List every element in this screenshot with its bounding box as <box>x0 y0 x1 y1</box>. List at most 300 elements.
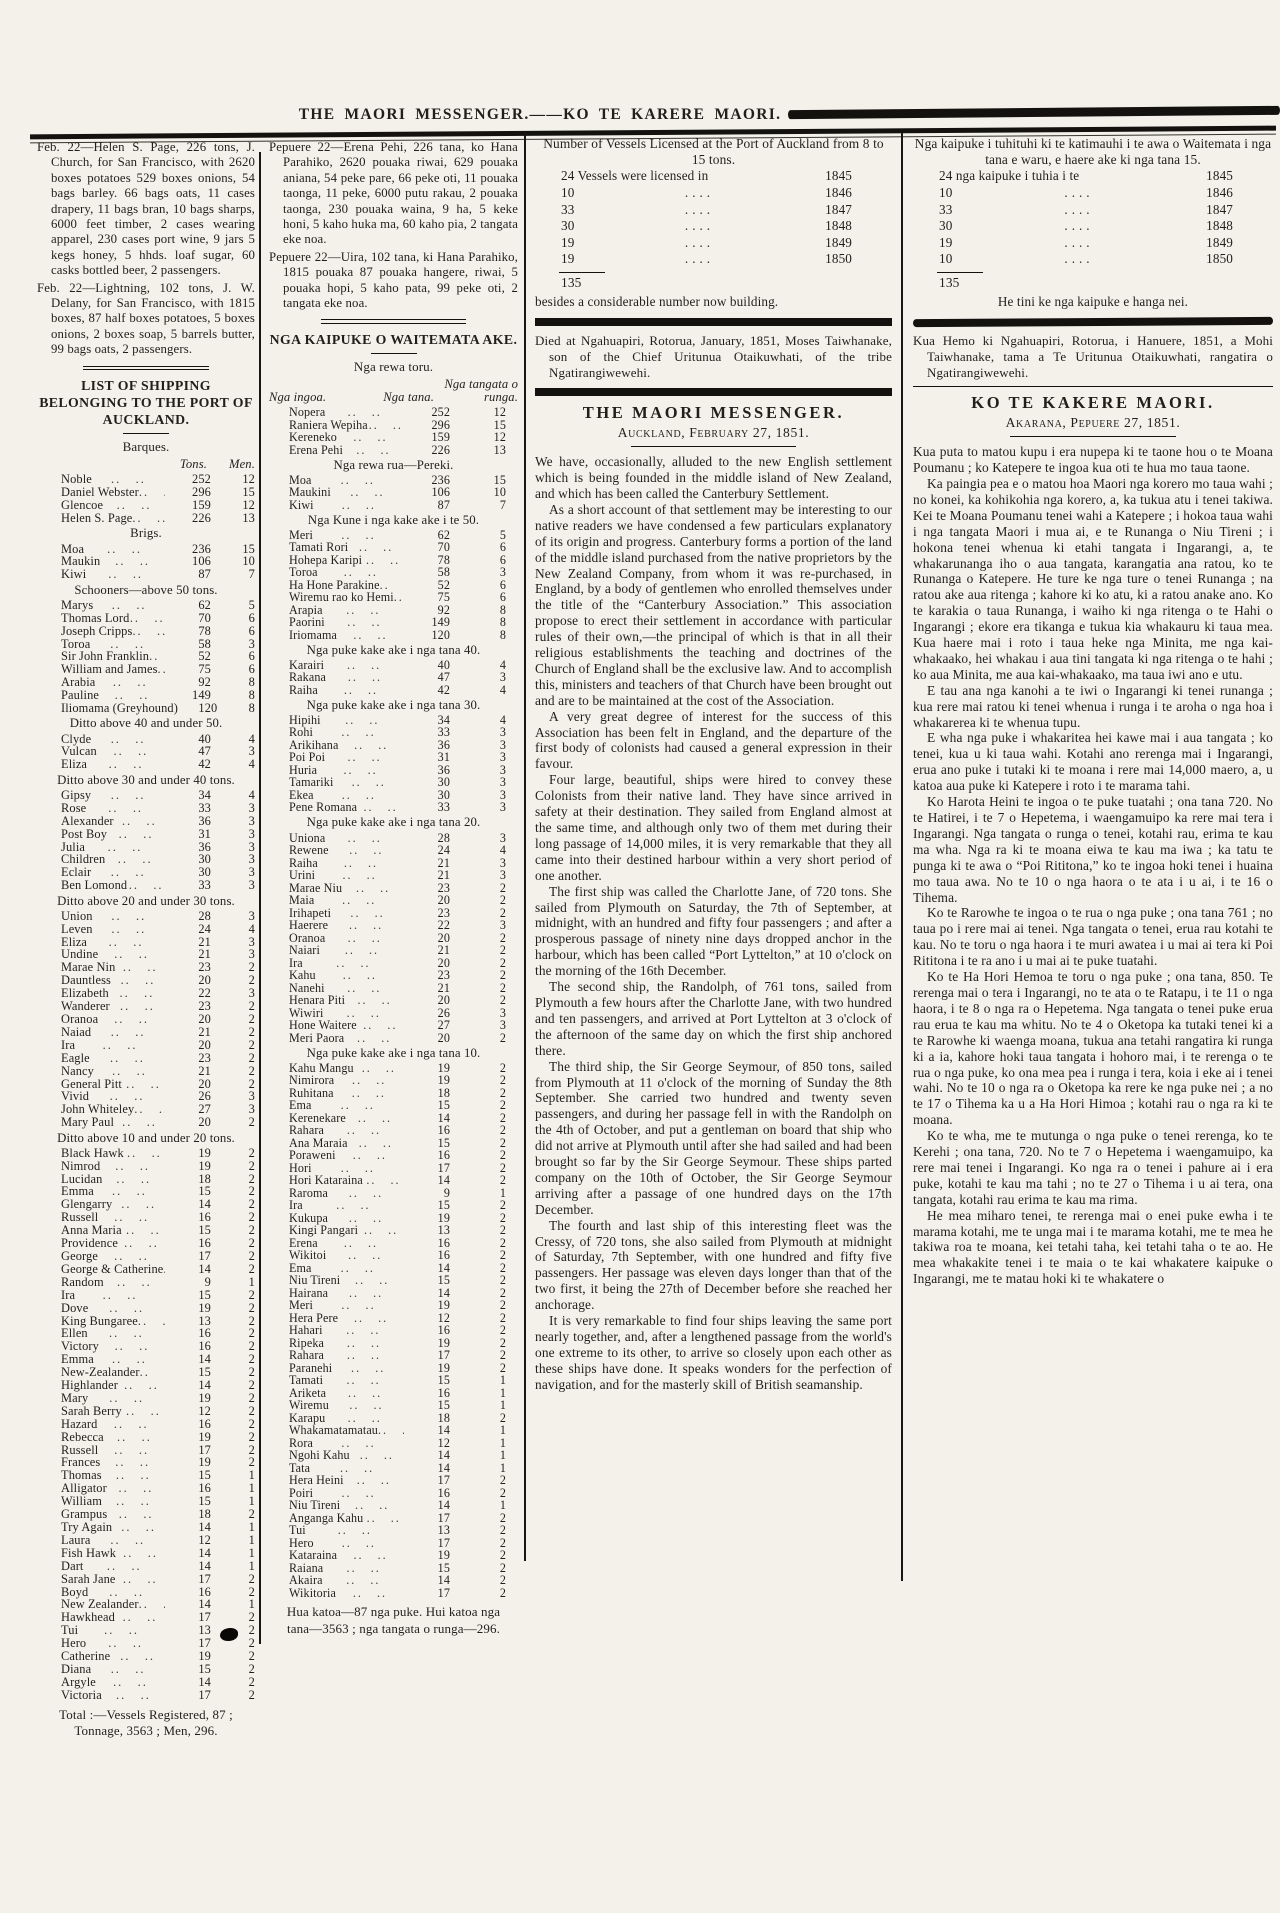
ship-men: 10 <box>493 485 506 500</box>
licensed-title: Nga kaipuke i tuhituhi ki te katimauhi i te awa o Waitemata i nga tana e waru, e haere ake ki nga tana 15. <box>914 136 1272 168</box>
ship-tons: 15 <box>437 1273 450 1288</box>
ship-tons: 16 <box>437 1385 450 1400</box>
ship-men: 3 <box>248 839 255 854</box>
ship-men: 2 <box>499 1485 506 1500</box>
dot-leader <box>324 1007 405 1020</box>
ship-men: 2 <box>499 1260 506 1275</box>
ship-men: 2 <box>499 993 506 1008</box>
article-paragraph: The first ship was called the Charlotte Jane, of 720 tons. She sailed from Plymouth on Saturday, the 7th of September, at midnight, with an hundred and fifty four passengers ; and after a prosperous passage of ninety nine days dropped anchor in the harbour, which has been called “Port Lyttelton,” at 10 o'clock on the morning of the 16th December. <box>535 883 892 979</box>
ship-men: 1 <box>499 1498 506 1513</box>
ship-tons: 18 <box>437 1410 450 1425</box>
ship-name: Ira <box>289 955 303 970</box>
ship-men: 3 <box>248 865 255 880</box>
ship-men: 2 <box>248 1365 255 1380</box>
dot-leader <box>114 1116 165 1129</box>
ship-name: Poiri <box>289 1485 314 1500</box>
ship-men: 2 <box>248 1223 255 1238</box>
ship-tons: 16 <box>437 1323 450 1338</box>
ship-tons: 13 <box>437 1223 450 1238</box>
ship-section <box>269 513 518 642</box>
ship-men: 2 <box>248 1037 255 1052</box>
ship-tons: 33 <box>198 800 211 815</box>
ship-men: 2 <box>248 1313 255 1328</box>
ship-section <box>269 1046 518 1600</box>
ship-men: 8 <box>499 602 506 617</box>
ship-tons: 236 <box>431 472 450 487</box>
ship-name: Hazard <box>61 1416 98 1431</box>
ship-tons: 87 <box>437 497 450 512</box>
dot-leader <box>75 1289 165 1302</box>
dot-leader <box>380 579 404 592</box>
section-heading: Nga puke kake ake i nga tana 20. <box>306 815 481 830</box>
ship-section <box>37 894 255 1130</box>
dot-leader <box>163 1263 165 1276</box>
ship-tons: 78 <box>198 623 211 638</box>
dot-leader <box>98 1013 165 1026</box>
ship-tons: 17 <box>198 1442 211 1457</box>
dot-leader <box>394 591 404 604</box>
ship-row <box>37 1392 255 1405</box>
dot-leader <box>149 650 165 663</box>
ship-row <box>37 1689 255 1702</box>
ship-men: 8 <box>248 701 255 716</box>
ship-name: Rewene <box>289 843 329 858</box>
dot-leader <box>98 1211 165 1224</box>
dot-leader <box>348 541 404 554</box>
ship-name: Erena Pehi <box>289 442 343 457</box>
ship-name: Russell <box>61 1442 99 1457</box>
ship-men: 1 <box>248 1274 255 1289</box>
ship-men: 3 <box>248 1089 255 1104</box>
licensed-year: 1846 <box>825 185 852 200</box>
ship-men: 1 <box>499 1435 506 1450</box>
article-paragraph: The fourth and last ship of this interesting fleet was the Cressy, of 720 tons, she also sailed from Plymouth at midnight of Saturday, 7th September, with one hundred and fifty five passengers. Her passage was eleven days longer than that of the two first, it being the 27th of December before she reached her anchorage. <box>535 1217 892 1313</box>
ship-tons: 33 <box>198 878 211 893</box>
licensed-count: 30 <box>939 218 953 234</box>
ship-tons: 9 <box>443 1185 450 1200</box>
ship-name: Meri Paora <box>289 1030 345 1045</box>
dot-leader <box>84 1560 166 1573</box>
dot-leader <box>350 1449 404 1462</box>
ship-tons: 19 <box>198 1300 211 1315</box>
ship-name: Victory <box>61 1339 99 1354</box>
dot-leader <box>110 1000 165 1013</box>
dot-leader <box>324 1337 404 1350</box>
dot-leader <box>325 1412 404 1425</box>
ship-tons: 24 <box>437 843 450 858</box>
ship-tons: 20 <box>437 955 450 970</box>
ship-row <box>37 1521 255 1534</box>
ship-row <box>37 512 255 525</box>
article-paragraph: A very great degree of interest for the success of this Association has been felt in England, and the departure of the first body of colonists had caused a general expression in their favour. <box>535 708 892 772</box>
ship-name: Rakana <box>289 670 326 685</box>
ship-tons: 17 <box>437 1160 450 1175</box>
ship-row <box>37 1547 255 1560</box>
ditto-dots <box>589 202 810 219</box>
ship-name: Alexander <box>61 813 114 828</box>
arrival-entry: Feb. 22—Helen S. Page, 226 tons, J. Church, for San Francisco, with 2620 boxes potatoes 529 boxes onions, 54 bags barley. 66 bags oats, 11 cases drapery, 11 bags bran, 10 bags sharps, 6000 feet timber, 2 cases wearing apparel, 230 cases port wine, 9 jars 5 kegs honey, 5 hhds. loaf sugar, 60 casks bottled beer, 2 passengers. <box>37 140 255 278</box>
dot-leader <box>340 1274 404 1287</box>
sum-rule <box>559 272 605 273</box>
dot-leader <box>103 499 165 512</box>
ship-men: 6 <box>248 610 255 625</box>
ship-row <box>269 1032 518 1045</box>
ship-men: 2 <box>499 1573 506 1588</box>
ship-tons: 30 <box>198 865 211 880</box>
article-paragraph: Ko te Ha Hori Hemoa te toru o nga puke ; ona tana, 850. Te rerenga mai o tera i Ingarangi, no te ata o te Ratapu, i te 11 o nga haora, i te 8 o nga ra o Hepetema. Nga tangata o tenei puke erua rau erua te kau ma whitu. No te 4 o Oketopa ka tutaki tenei ki a te Rarowhe ki waenga moana, tukua ana tetahi rangatira ki runga ki a ia, kahore hoki taua tangata i hohoro mai, i te rerenga o te rua o nga puke, ko ona mea pea i runga i tera, koia i eke ai i tenei wahi. No te 10 o nga ra o Oketopa ka rere ke nga puke nei ; a no te 17 o Tihema ka u a Ha Hori Himoa ; kotahi rau o nga ra ki te moana. <box>913 969 1273 1128</box>
ship-row <box>269 1124 518 1137</box>
licensed-year: 1849 <box>825 234 852 250</box>
ship-name: Paorini <box>289 615 325 630</box>
ship-name: Anganga Kahu <box>289 1510 364 1525</box>
ship-men: 2 <box>248 1610 255 1625</box>
ship-tons: 226 <box>192 511 211 525</box>
licensed-year: 1847 <box>1206 201 1233 217</box>
ship-row <box>37 599 255 612</box>
ship-row <box>269 499 518 512</box>
ship-name: Arapia <box>289 602 323 617</box>
ship-name: Elizabeth <box>61 986 109 1001</box>
ship-name: Victoria <box>61 1687 102 1702</box>
column-divider-3 <box>901 133 903 1581</box>
ship-men: 3 <box>248 813 255 828</box>
ship-men: 2 <box>499 893 506 908</box>
dot-leader <box>328 1212 404 1225</box>
dot-leader <box>100 555 165 568</box>
section-heading: Ditto above 30 and under 40 tons. <box>57 772 235 787</box>
ship-name: Dart <box>61 1558 84 1573</box>
ship-name: Hohepa Karipi <box>289 552 363 567</box>
dot-leader <box>326 671 404 684</box>
licensed-first-year: 1845 <box>1206 168 1233 184</box>
shipping-list-title: LIST OF SHIPPING BELONGING TO THE PORT OF AUCKLAND. <box>39 378 253 428</box>
ship-tons: 33 <box>437 800 450 815</box>
ship-tons: 21 <box>198 947 211 962</box>
ship-tons: 15 <box>437 1198 450 1213</box>
dot-leader <box>100 1456 165 1469</box>
ship-name: Kukupa <box>289 1210 329 1225</box>
dot-leader <box>314 499 404 512</box>
ship-tons: 14 <box>437 1460 450 1475</box>
ship-tons: 92 <box>437 602 450 617</box>
dot-leader <box>99 1340 165 1353</box>
article-paragraph: Kua puta to matou kupu i era nupepa ki te taone hou o te Moana Poumanu ; ko Katepere te ingoa kua oti te hua mo taua taone. <box>913 444 1273 476</box>
ship-name: Maia <box>289 893 315 908</box>
ship-tons: 149 <box>431 615 450 630</box>
ship-row <box>269 801 518 814</box>
ship-name: Hahari <box>289 1323 323 1338</box>
ship-row <box>269 994 518 1007</box>
ship-tons: 13 <box>198 1313 211 1328</box>
dot-leader <box>88 1302 165 1315</box>
section-bar <box>535 388 892 396</box>
dot-leader <box>337 431 404 444</box>
ship-name: Dove <box>61 1300 89 1315</box>
dot-leader <box>107 1508 165 1521</box>
ship-tons: 21 <box>198 1024 211 1039</box>
ship-men: 2 <box>248 1115 255 1130</box>
ship-tons: 15 <box>437 1560 450 1575</box>
ship-name: Raniera Wepiha <box>289 417 368 432</box>
dot-leader <box>107 1482 165 1495</box>
ship-tons: 16 <box>437 1123 450 1138</box>
dot-leader <box>102 1173 165 1186</box>
ship-men: 3 <box>248 852 255 867</box>
dot-leader <box>312 1262 404 1275</box>
ship-tons: 36 <box>198 813 211 828</box>
ship-name: Toroa <box>289 565 318 580</box>
ship-tons: 40 <box>198 731 211 746</box>
ship-men: 2 <box>248 999 255 1014</box>
licensed-year: 1847 <box>825 201 852 217</box>
ship-name: Rose <box>61 800 87 815</box>
ship-tons: 26 <box>437 1005 450 1020</box>
ship-tons: 19 <box>437 1548 450 1563</box>
licensed-year: 1850 <box>1206 251 1233 267</box>
ship-men: 3 <box>499 918 506 933</box>
table-header-row <box>37 458 255 471</box>
ship-name: Kahu Mangu <box>289 1060 354 1075</box>
ship-men: 2 <box>248 1326 255 1341</box>
ship-name: Children <box>61 852 106 867</box>
ship-tons: 14 <box>437 1498 450 1513</box>
ship-men: 3 <box>499 800 506 815</box>
ship-men: 2 <box>499 1198 506 1213</box>
ship-men: 2 <box>499 1210 506 1225</box>
licensed-row <box>913 185 1273 202</box>
ship-tons: 31 <box>198 826 211 841</box>
dot-leader <box>325 932 404 945</box>
ship-row <box>37 923 255 936</box>
licensed-note: He tini ke nga kaipuke e hanga nei. <box>997 293 1189 309</box>
ship-tons: 14 <box>437 1448 450 1463</box>
ship-men: 1 <box>248 1494 255 1509</box>
dot-leader <box>333 776 404 789</box>
dot-leader <box>336 1587 404 1600</box>
ship-tons: 33 <box>437 725 450 740</box>
dot-leader <box>98 1250 165 1263</box>
ship-name: Kiwi <box>289 497 314 512</box>
ship-tons: 70 <box>198 610 211 625</box>
ship-men: 2 <box>499 1310 506 1325</box>
ship-row <box>269 1349 518 1362</box>
ship-men: 3 <box>248 934 255 949</box>
ship-tons: 296 <box>192 485 211 500</box>
ship-name: Poraweni <box>289 1148 336 1163</box>
ship-name: Haerere <box>289 918 329 933</box>
article-paragraph: Ko te wha, me te mutunga o nga puke o tenei rerenga, ko te Kerehi ; ona tana, 720. No te 7 o Hepetema i waengamuipo, ka rere mai tenei i Ingarangi. Ko nga ra o tenei i pahure ai i era puke, kotahi te kau ma tahi ; no te 27 o Tihema i u ai tera, ona tangata, kotahi rau erima te kau ma rima. <box>913 1128 1273 1207</box>
ship-row <box>269 1149 518 1162</box>
dot-leader <box>110 1650 165 1663</box>
ship-name: Undine <box>61 947 99 962</box>
ship-men: 3 <box>499 725 506 740</box>
ship-name: Fish Hawk <box>61 1545 117 1560</box>
ship-name: George <box>61 1248 98 1263</box>
ship-men: 2 <box>248 1661 255 1676</box>
ship-row <box>269 957 518 970</box>
ship-tons: 19 <box>198 1455 211 1470</box>
ship-name: Oranoa <box>61 1011 99 1026</box>
ship-men: 12 <box>493 430 506 445</box>
ship-name: Ema <box>289 1260 312 1275</box>
ship-row <box>37 1013 255 1026</box>
ship-men: 3 <box>248 800 255 815</box>
dot-leader <box>104 1431 165 1444</box>
ship-men: 4 <box>499 843 506 858</box>
ship-tons: 23 <box>437 905 450 920</box>
ship-men: 12 <box>493 405 506 420</box>
ship-men: 8 <box>499 627 506 642</box>
ship-tons: 15 <box>198 1184 211 1199</box>
ship-tons: 12 <box>198 1403 211 1418</box>
ship-row <box>37 1418 255 1431</box>
ship-tons: 42 <box>198 757 211 772</box>
article-paragraph: The second ship, the Randolph, of 761 tons, sailed from Plymouth a few hours after the Charlotte Jane, with two hundred and ten passengers, and arrived at Port Lyttelton at 3 o'clock of the afternoon of the same day on which the first ship anchored there. <box>535 979 892 1058</box>
dot-leader <box>338 739 404 752</box>
dot-leader <box>88 1586 165 1599</box>
ship-tons: 9 <box>204 1274 211 1289</box>
ship-name: Hawkhead <box>61 1610 115 1625</box>
licensed-count: 19 <box>561 251 575 267</box>
ditto-dots <box>589 235 810 252</box>
dot-leader <box>328 1187 404 1200</box>
arrival-entry: Feb. 22—Lightning, 102 tons, J. W. Delany, for San Francisco, with 1815 boxes, 87 half boxes potatoes, 5 boxes onions, 2 boxes soap, 5 barrels butter, 99 bags oats, 2 passengers. <box>37 280 255 357</box>
ship-men: 2 <box>499 1473 506 1488</box>
ship-name: Hera Heini <box>289 1473 344 1488</box>
ship-tons: 19 <box>437 1360 450 1375</box>
ship-men: 3 <box>248 947 255 962</box>
dot-leader <box>303 1199 404 1212</box>
ship-men: 2 <box>248 1076 255 1091</box>
ship-men: 15 <box>242 485 255 500</box>
licensed-year: 1846 <box>1206 185 1233 200</box>
dot-leader <box>96 1676 165 1689</box>
ship-name: Maukini <box>289 485 331 500</box>
ship-tons: 58 <box>198 636 211 651</box>
ship-men: 2 <box>248 1455 255 1470</box>
ship-row <box>37 789 255 802</box>
ship-tons: 14 <box>437 1110 450 1125</box>
dot-leader <box>122 1405 165 1418</box>
column-shipping-maori <box>269 140 518 1637</box>
ship-name: Ira <box>61 1287 76 1302</box>
dot-leader <box>87 936 165 949</box>
dot-leader <box>129 612 165 625</box>
dot-leader <box>346 1112 404 1125</box>
ship-tons: 19 <box>198 1145 211 1160</box>
ship-men: 10 <box>242 554 255 569</box>
dot-leader <box>363 1512 404 1525</box>
licensed-count: 10 <box>561 185 575 200</box>
ship-men: 2 <box>248 1442 255 1457</box>
section-heading: Nga Kune i nga kake ake i te 50. <box>307 512 480 527</box>
ship-row <box>269 1199 518 1212</box>
paper-title: THE MAORI MESSENGER. <box>582 403 845 423</box>
licensed-row <box>913 218 1273 235</box>
ship-name: Marae Niu <box>289 880 343 895</box>
dot-leader <box>326 1249 404 1262</box>
dot-leader <box>116 1573 165 1586</box>
ship-row <box>37 568 255 581</box>
ship-men: 2 <box>499 930 506 945</box>
ship-men: 2 <box>248 1403 255 1418</box>
ship-row <box>269 616 518 629</box>
ship-men: 2 <box>499 1235 506 1250</box>
ship-name: Tata <box>289 1460 311 1475</box>
ship-men: 2 <box>499 955 506 970</box>
ship-men: 1 <box>499 1423 506 1438</box>
licensed-row <box>535 251 892 268</box>
ship-row <box>269 1587 518 1600</box>
ship-name: New-Zealander <box>61 1365 140 1380</box>
ship-men: 1 <box>499 1373 506 1388</box>
ship-name: Vivid <box>61 1089 90 1104</box>
ship-tons: 28 <box>437 830 450 845</box>
paper-title: KO TE KAKERE MAORI. <box>971 393 1215 413</box>
dot-leader <box>329 844 404 857</box>
ship-tons: 16 <box>198 1584 211 1599</box>
dot-leader <box>86 802 165 815</box>
ship-men: 1 <box>248 1532 255 1547</box>
ship-men: 3 <box>248 744 255 759</box>
ship-name: Arabia <box>61 675 96 690</box>
ship-tons: 16 <box>198 1339 211 1354</box>
dot-leader <box>98 1418 166 1431</box>
ship-men: 2 <box>248 1050 255 1065</box>
dot-leader <box>310 1462 404 1475</box>
death-notice: Kua Hemo ki Ngahuapiri, Rotorua, i Hanuere, 1851, a Mohi Taiwhanake, tama a Te Uritunua Otaikuwhati, rangatira o Ngatirangiwewehi. <box>913 333 1273 380</box>
ship-tons: 17 <box>198 1636 211 1651</box>
dot-leader <box>94 1353 165 1366</box>
header-men: Men. <box>228 457 255 472</box>
dot-leader <box>323 1562 404 1575</box>
ship-name: Laura <box>61 1532 91 1547</box>
ship-men: 2 <box>248 960 255 975</box>
ship-men: 2 <box>248 1145 255 1160</box>
ship-tons: 17 <box>437 1585 450 1600</box>
ship-name: Sarah Berry <box>61 1403 122 1418</box>
dot-leader <box>326 1387 404 1400</box>
dot-leader <box>328 919 404 932</box>
ship-tons: 30 <box>198 852 211 867</box>
ship-tons: 17 <box>198 1571 211 1586</box>
dot-leader <box>91 1026 165 1039</box>
ship-men: 2 <box>499 1135 506 1150</box>
ship-men: 3 <box>499 775 506 790</box>
ship-men: 2 <box>499 880 506 895</box>
ship-name: Boyd <box>61 1584 89 1599</box>
ship-name: Ellen <box>61 1326 88 1341</box>
ship-men: 2 <box>248 1024 255 1039</box>
ship-tons: 16 <box>198 1416 211 1431</box>
ship-men: 2 <box>248 1287 255 1302</box>
ship-name: Moa <box>61 541 85 556</box>
ship-men: 3 <box>248 908 255 923</box>
ship-name: Kerenekare <box>289 1110 346 1125</box>
ship-tons: 16 <box>437 1148 450 1163</box>
ship-tons: 20 <box>437 930 450 945</box>
ship-name: Ira <box>61 1037 76 1052</box>
ship-name: Wikitoria <box>289 1585 336 1600</box>
ship-men: 3 <box>499 1005 506 1020</box>
ship-name: Random <box>61 1274 104 1289</box>
ship-row <box>269 486 518 499</box>
ship-tons: 58 <box>437 565 450 580</box>
ship-name: Meri <box>289 527 313 542</box>
header-men: Nga tangata o runga. <box>444 377 518 405</box>
ship-men: 2 <box>248 1416 255 1431</box>
ship-row <box>37 612 255 625</box>
